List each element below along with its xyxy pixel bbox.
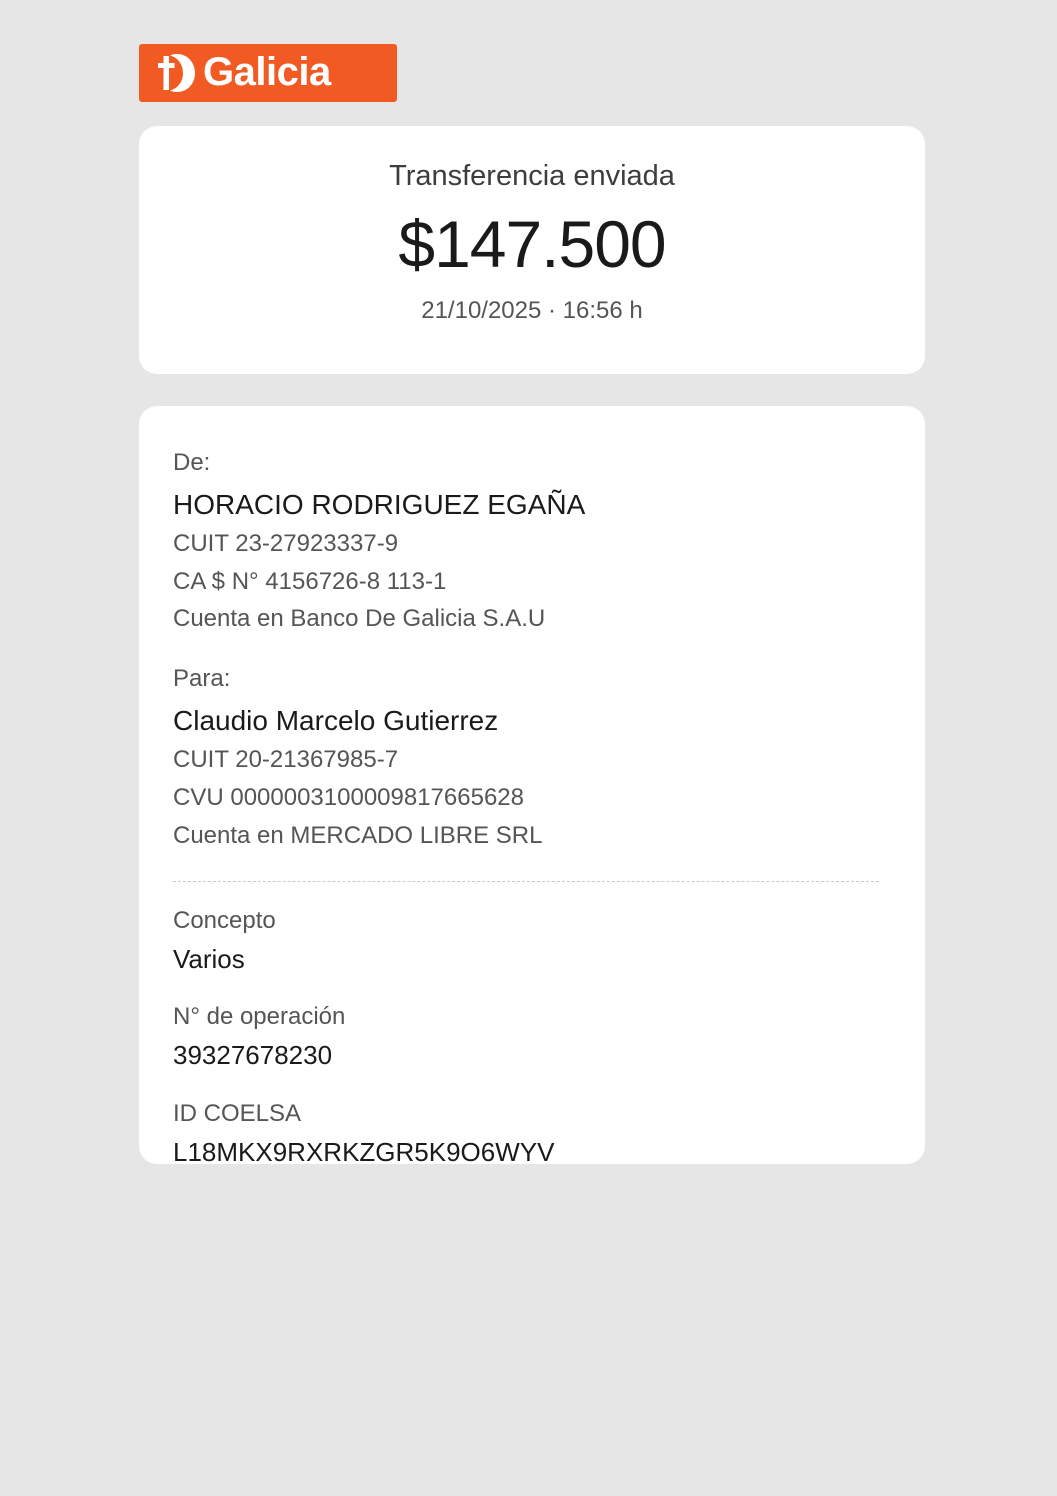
operation-label: N° de operación bbox=[173, 1003, 346, 1031]
transfer-summary-card bbox=[139, 126, 925, 374]
transfer-detail-card bbox=[139, 406, 925, 1167]
sender-cuit: CUIT 23-27923337-9 bbox=[173, 529, 399, 557]
recipient-name: Claudio Marcelo Gutierrez bbox=[173, 705, 499, 737]
concept-field bbox=[173, 904, 879, 978]
recipient-cuit: CUIT 20-21367985-7 bbox=[173, 746, 399, 774]
coelsa-value: L18MKX9RXRKZGR5K9O6WYV bbox=[173, 1136, 555, 1167]
sender-account: CA $ N° 4156726-8 113-1 bbox=[173, 567, 447, 595]
galicia-cross-icon bbox=[157, 51, 197, 95]
concept-label: Concepto bbox=[173, 906, 276, 934]
coelsa-field bbox=[173, 1097, 879, 1171]
recipient-label: Para: bbox=[173, 665, 231, 693]
sender-bank: Cuenta en Banco De Galicia S.A.U bbox=[173, 605, 546, 633]
recipient-cvu: CVU 0000003100009817665628 bbox=[173, 783, 524, 811]
sender-name: HORACIO RODRIGUEZ EGAÑA bbox=[173, 488, 586, 520]
operation-value: 39327678230 bbox=[173, 1040, 333, 1071]
galicia-logo bbox=[139, 44, 397, 102]
coelsa-label: ID COELSA bbox=[173, 1099, 302, 1127]
recipient-bank: Cuenta en MERCADO LIBRE SRL bbox=[173, 821, 543, 849]
concept-value: Varios bbox=[173, 943, 245, 974]
operation-field bbox=[173, 1000, 879, 1074]
sender-label: De: bbox=[173, 449, 211, 476]
section-divider bbox=[173, 881, 879, 882]
section-spacer bbox=[173, 638, 879, 660]
galicia-logo-text: Galicia bbox=[203, 49, 331, 94]
transfer-amount: $147.500 bbox=[398, 206, 666, 281]
transfer-status-title: Transferencia enviada bbox=[389, 160, 675, 192]
transfer-detail-content bbox=[139, 406, 925, 1171]
transfer-datetime: 21/10/2025 · 16:56 h bbox=[421, 296, 643, 324]
